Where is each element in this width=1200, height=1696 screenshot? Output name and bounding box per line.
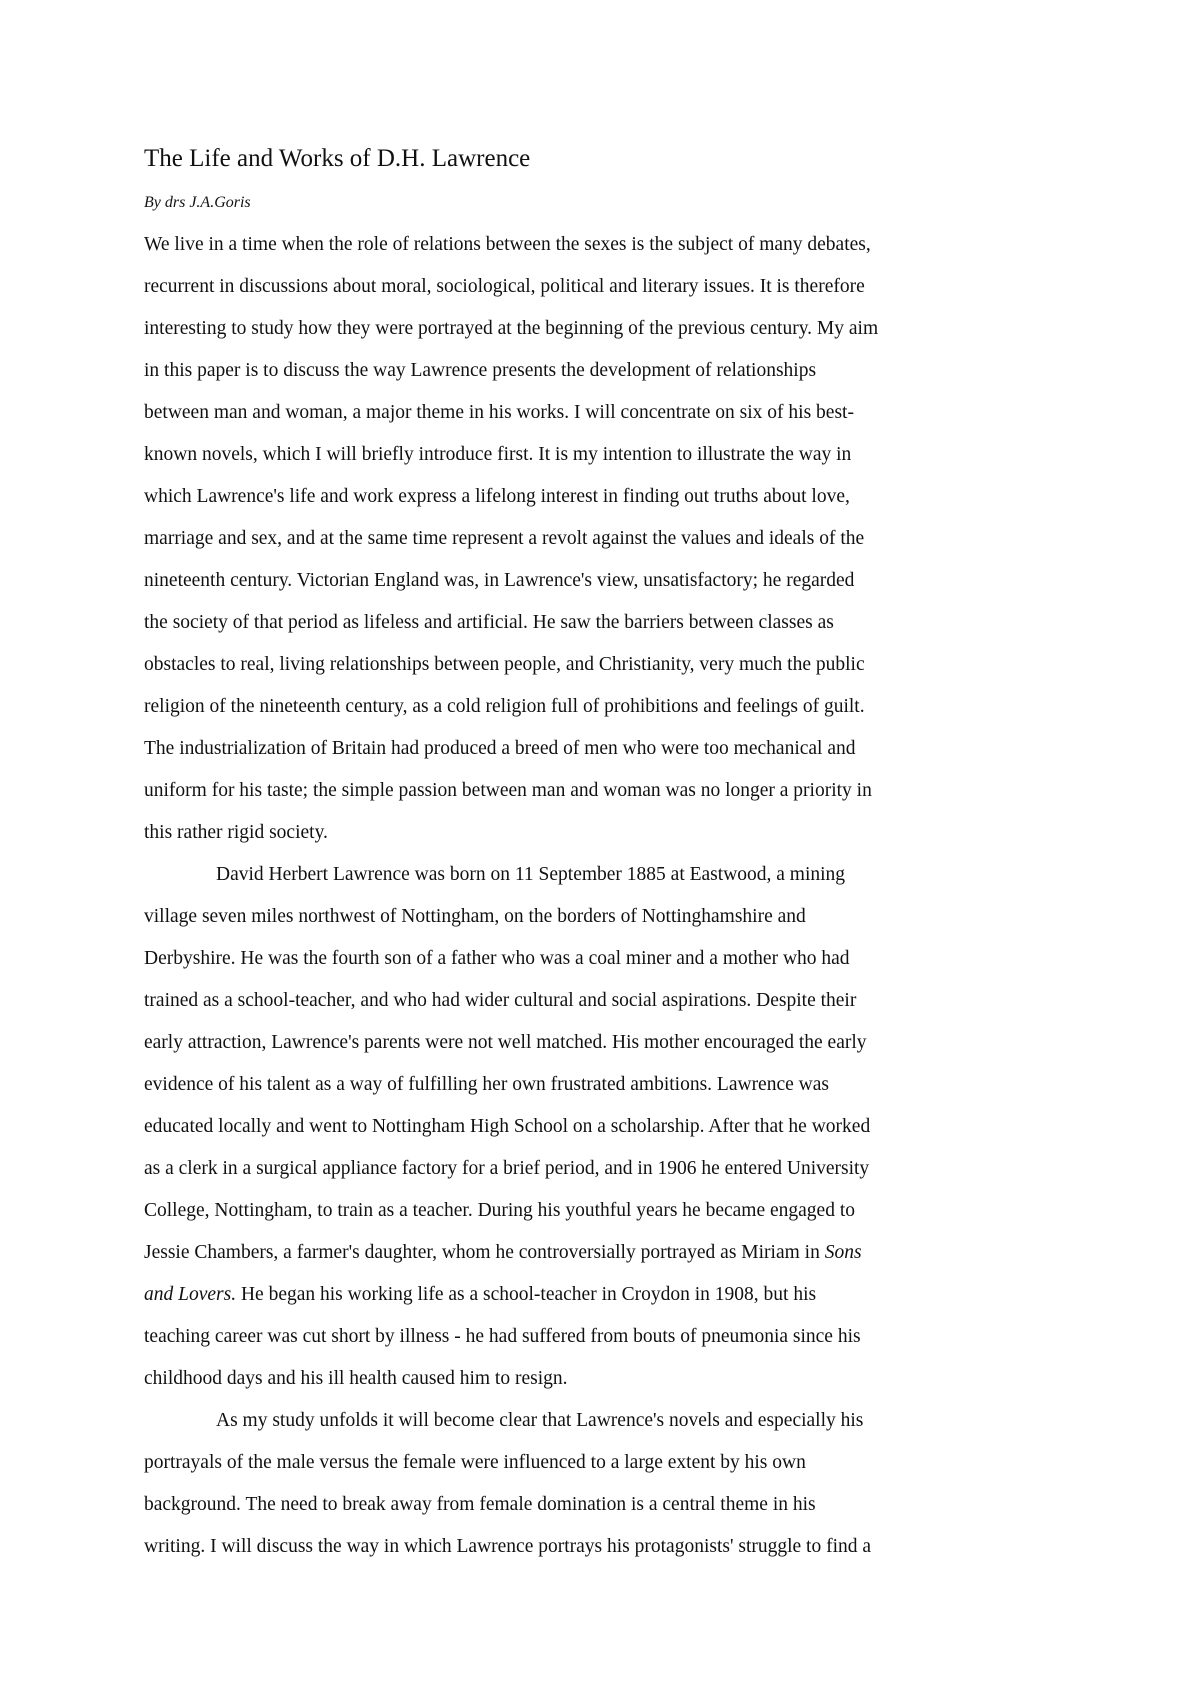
text-line: [144, 1190, 1060, 1232]
text-run: writing. I will discuss the way in which Lawrence portrays his protagonists' struggle to find a: [144, 1536, 872, 1557]
text-line: [144, 728, 1060, 770]
text-run: village seven miles northwest of Nottingham, on the borders of Nottinghamshire and: [144, 906, 806, 927]
text-line: [144, 1106, 1060, 1148]
text-line: [144, 1442, 1060, 1484]
text-line: [144, 518, 1060, 560]
text-line: [144, 854, 1060, 896]
text-run: childhood days and his ill health caused him to resign.: [144, 1368, 568, 1389]
text-run: trained as a school-teacher, and who had wider cultural and social aspirations. Despite their: [144, 990, 857, 1011]
text-line: [144, 476, 1060, 518]
text-line: [144, 1484, 1060, 1526]
text-run: background. The need to break away from female domination is a central theme in his: [144, 1494, 816, 1515]
text-line: [144, 560, 1060, 602]
text-run: He began his working life as a school-teacher in Croydon in 1908, but his: [236, 1284, 817, 1305]
text-line: [144, 644, 1060, 686]
text-run: known novels, which I will briefly introduce first. It is my intention to illustrate the way in: [144, 444, 852, 465]
text-line: [144, 812, 1060, 854]
text-run: The industrialization of Britain had produced a breed of men who were too mechanical and: [144, 738, 856, 759]
text-run: between man and woman, a major theme in his works. I will concentrate on six of his best-: [144, 402, 854, 423]
text-run: uniform for his taste; the simple passion between man and woman was no longer a priority in: [144, 780, 872, 801]
text-run: this rather rigid society.: [144, 822, 328, 843]
text-line: [144, 1316, 1060, 1358]
text-run: College, Nottingham, to train as a teacher. During his youthful years he became engaged to: [144, 1200, 855, 1221]
text-line: [144, 1358, 1060, 1400]
body-text: [144, 224, 1060, 1568]
text-line: [144, 1064, 1060, 1106]
document-title: The Life and Works of D.H. Lawrence: [144, 145, 531, 172]
text-run: evidence of his talent as a way of fulfilling her own frustrated ambitions. Lawrence was: [144, 1074, 829, 1095]
text-line: [144, 434, 1060, 476]
text-run: religion of the nineteenth century, as a cold religion full of prohibitions and feelings of guilt.: [144, 696, 865, 717]
text-line: [144, 224, 1060, 266]
text-line: [144, 266, 1060, 308]
text-run: David Herbert Lawrence was born on 11 September 1885 at Eastwood, a mining: [216, 864, 846, 885]
text-run: nineteenth century. Victorian England was, in Lawrence's view, unsatisfactory; he regarded: [144, 570, 855, 591]
text-run: interesting to study how they were portrayed at the beginning of the previous century. My aim: [144, 318, 879, 339]
text-line: [144, 1232, 1060, 1274]
text-run: as a clerk in a surgical appliance factory for a brief period, and in 1906 he entered University: [144, 1158, 870, 1179]
text-run: Jessie Chambers, a farmer's daughter, whom he controversially portrayed as Miriam in: [144, 1242, 825, 1263]
paragraph: [144, 854, 1060, 1400]
text-run: teaching career was cut short by illness - he had suffered from bouts of pneumonia since his: [144, 1326, 861, 1347]
text-line: [144, 686, 1060, 728]
text-line: [144, 350, 1060, 392]
text-run: educated locally and went to Nottingham High School on a scholarship. After that he worked: [144, 1116, 871, 1137]
text-line: [144, 938, 1060, 980]
text-run: in this paper is to discuss the way Lawrence presents the development of relationships: [144, 360, 817, 381]
text-line: [144, 980, 1060, 1022]
text-line: [144, 770, 1060, 812]
text-line: [144, 392, 1060, 434]
text-run: portrayals of the male versus the female were influenced to a large extent by his own: [144, 1452, 806, 1473]
paragraph: [144, 224, 1060, 854]
text-run: recurrent in discussions about moral, sociological, political and literary issues. It is therefore: [144, 276, 865, 297]
text-line: [144, 1526, 1060, 1568]
text-run: obstacles to real, living relationships between people, and Christianity, very much the public: [144, 654, 865, 675]
text-line: [144, 308, 1060, 350]
text-run: marriage and sex, and at the same time represent a revolt against the values and ideals of the: [144, 528, 865, 549]
text-run: Derbyshire. He was the fourth son of a father who was a coal miner and a mother who had: [144, 948, 850, 969]
text-run: which Lawrence's life and work express a lifelong interest in finding out truths about love,: [144, 486, 850, 507]
text-run: early attraction, Lawrence's parents were not well matched. His mother encouraged the early: [144, 1032, 867, 1053]
text-line: [144, 602, 1060, 644]
text-run: As my study unfolds it will become clear that Lawrence's novels and especially his: [216, 1410, 864, 1431]
paragraph: [144, 1400, 1060, 1568]
italic-text: and Lovers.: [144, 1284, 237, 1305]
text-run: the society of that period as lifeless and artificial. He saw the barriers between classes as: [144, 612, 834, 633]
text-line: [144, 1274, 1060, 1316]
author-byline: By drs J.A.Goris: [144, 194, 251, 211]
text-line: [144, 896, 1060, 938]
text-line: [144, 1400, 1060, 1442]
text-run: We live in a time when the role of relations between the sexes is the subject of many debates,: [144, 234, 871, 255]
text-line: [144, 1148, 1060, 1190]
text-line: [144, 1022, 1060, 1064]
italic-text: Sons: [824, 1242, 862, 1263]
